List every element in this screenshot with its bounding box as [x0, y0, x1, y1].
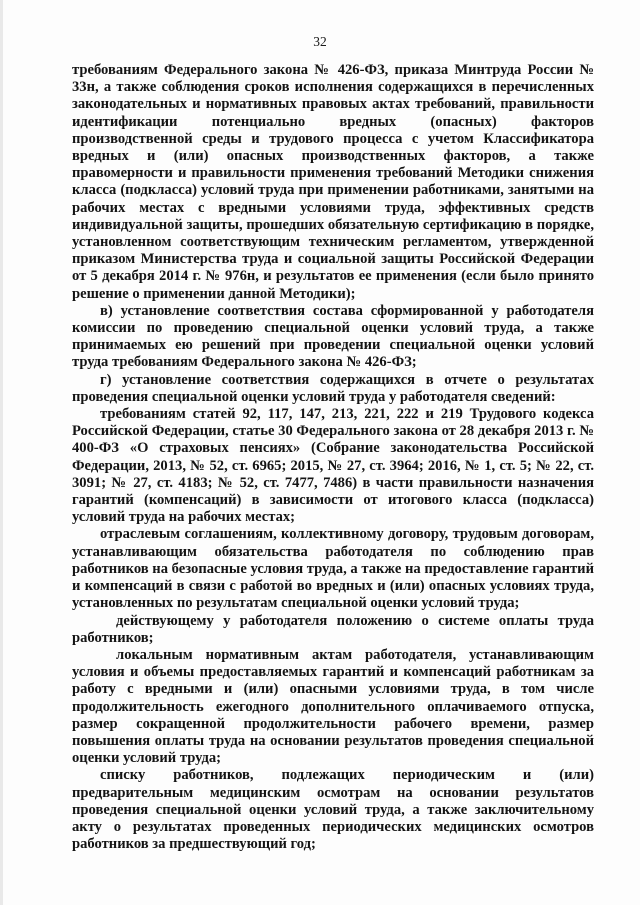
paragraph-industry-agreements: отраслевым соглашениям, коллективному договору, трудовым договорам, устанавливающим обязательства работодателя по соблюдению прав работников на безопасные условия труда, а также на предоставление гарантий и компенсаций в связи с работой во вредных и (или) опасных условиях труда, установленных по результатам специальной оценки условий труда;: [72, 526, 594, 612]
paragraph-local-acts: локальным нормативным актам работодателя, устанавливающим условия и объемы предоставляемых гарантий и компенсаций работникам за работу с вредными и (или) опасными условиями труда, в том числе продолжительность ежегодного дополнительного оплачиваемого отпуска, размер сокращенной продолжительности рабочего времени, размер повышения оплаты труда на основании результатов проведения специальной оценки условий труда;: [72, 646, 594, 767]
paragraph-continuation: требованиям Федерального закона № 426-ФЗ, приказа Минтруда России № 33н, а также соблюдения сроков исполнения содержащихся в перечисленных законодательных и нормативных правовых актах требований, правильности идентификации потенциально вредных (опасных) факторов производственной среды и трудового процесса с учетом Классификатора вредных и (или) опасных производственных факторов, а также правомерности и правильности применения требований Методики снижения класса (подкласса) условий труда при применении работниками, занятыми на рабочих местах с вредными условиями труда, эффективных средств индивидуальной защиты, прошедших обязательную сертификацию в порядке, установленном соответствующим техническим регламентом, утвержденной приказом Министерства труда и социальной защиты Российской Федерации от 5 декабря 2014 г. № 976н, и результатов ее применения (если было принято решение о применении данной Методики);: [72, 62, 594, 302]
paragraph-medical-list: списку работников, подлежащих периодическим и (или) предварительным медицинским осмотрам на основании результатов проведения специальной оценки условий труда, а также заключительному акту о результатах проведенных периодических медицинских осмотров работников за предшествующий год;: [72, 767, 594, 853]
scan-edge: [0, 0, 3, 905]
paragraph-item-g: г) установление соответствия содержащихся в отчете о результатах проведения специальной оценки условий труда у работодателя сведений:: [72, 371, 594, 405]
paragraph-item-v: в) установление соответствия состава сформированной у работодателя комиссии по проведению специальной оценки условий труда, а также принимаемых ею решений при проведении специальной оценки условий труда требованиям Федерального закона № 426-ФЗ;: [72, 302, 594, 371]
paragraph-pay-system: действующему у работодателя положению о системе оплаты труда работников;: [72, 612, 594, 646]
page-number: 32: [313, 34, 327, 49]
document-body: [72, 62, 594, 853]
paragraph-labor-code: требованиям статей 92, 117, 147, 213, 221, 222 и 219 Трудового кодекса Российской Федерации, статье 30 Федерального закона от 28 декабря 2013 г. № 400-ФЗ «О страховых пенсиях» (Собрание законодательства Российской Федерации, 2013, № 52, ст. 6965; 2015, № 27, ст. 3964; 2016, № 1, ст. 5; № 22, ст. 3091; № 27, ст. 4183; № 52, ст. 7477, 7486) в части правильности назначения гарантий (компенсаций) в зависимости от итогового класса (подкласса) условий труда на рабочих местах;: [72, 406, 594, 526]
